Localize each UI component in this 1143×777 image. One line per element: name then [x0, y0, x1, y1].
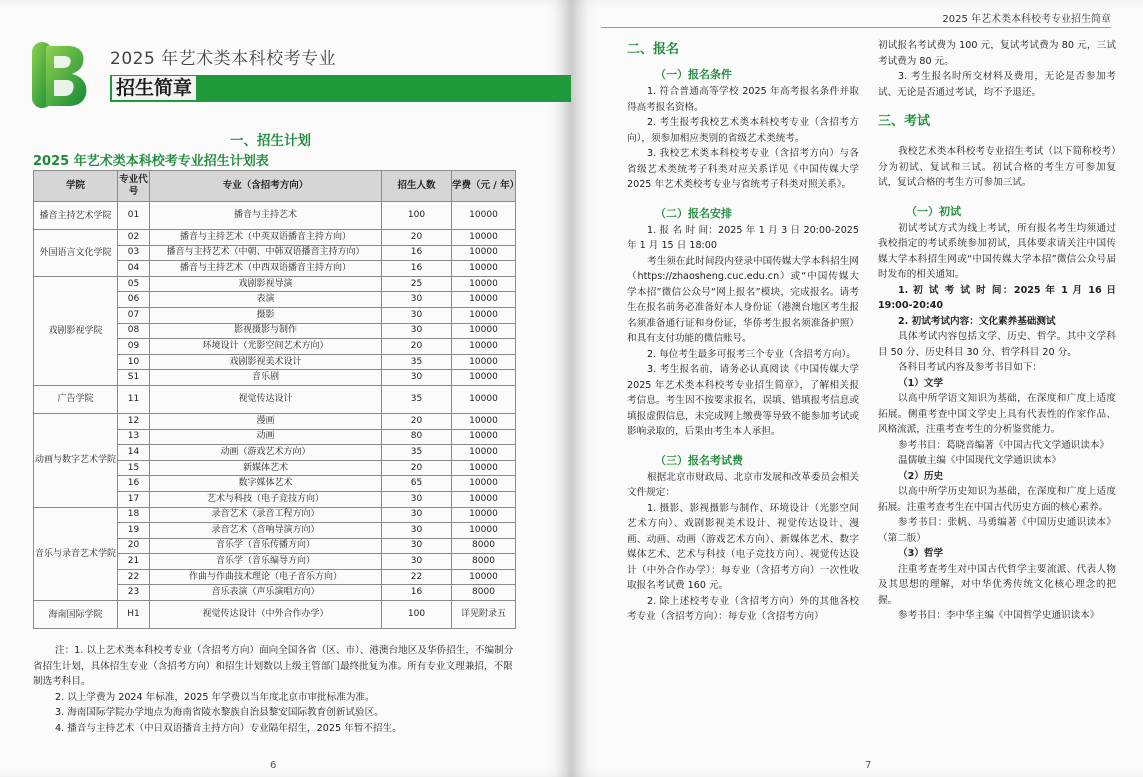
- cell-code: 03: [118, 245, 150, 261]
- arrangement-3: 3. 考生报名前，请务必认真阅读《中国传媒大学 2025 年艺术类本科校考专业招生简章》，了解相关报考信息。考生因不按要求报名，误填、错填报考信息或填报虚假信息，未完成网上缴费等导致不能参加考试或影响录取的，后果由考生本人承担。: [627, 364, 859, 437]
- fees-intro: 根据北京市财政局、北京市发展和改革委员会相关文件规定：: [627, 471, 859, 498]
- fees-2-continued: 初试报名考试费为 100 元，复试考试费为 80 元，三试考试费为 80 元。: [878, 40, 1116, 67]
- history-text: 以高中所学历史知识为基础，在深度和广度上适度拓展。注重考查考生在中国古代历史方面的核心素养。: [878, 486, 1116, 513]
- table-row: [34, 230, 516, 246]
- header-count: 招生人数: [382, 171, 452, 202]
- cell-major: 动画: [150, 429, 382, 445]
- prelim-time: 1. 初 试 考 试 时 间：2025 年 1 月 16 日 19:00-20:40: [878, 284, 1116, 311]
- cell-code: 12: [118, 413, 150, 429]
- cell-major: 戏剧影视美术设计: [150, 354, 382, 370]
- cell-fee: 8000: [452, 585, 516, 601]
- cell-count: 16: [382, 585, 452, 601]
- cell-code: 13: [118, 429, 150, 445]
- cell-major: 艺术与科技（电子竞技方向）: [150, 491, 382, 507]
- fees-3: 3. 考生报名时所交材料及费用，无论是否参加考试、无论是否通过考试，均不予退还。: [878, 71, 1116, 98]
- cell-major: 数字媒体艺术: [150, 476, 382, 492]
- cell-major: 戏剧影视导演: [150, 276, 382, 292]
- cell-major: 视觉传达设计（中外合作办学）: [150, 601, 382, 629]
- cell-fee: 8000: [452, 554, 516, 570]
- cell-code: S1: [118, 370, 150, 386]
- cell-fee: 10000: [452, 507, 516, 523]
- cell-code: 14: [118, 445, 150, 461]
- cell-major: 音乐学（音乐传播方向）: [150, 538, 382, 554]
- literature-ref-2: 温儒敏主编《中国现代文学通识读本》: [898, 455, 1062, 466]
- cell-fee: 10000: [452, 370, 516, 386]
- header-subtitle: 2025 年艺术类本科校考专业: [110, 49, 337, 69]
- cell-major: 视觉传达设计: [150, 385, 382, 413]
- right-page-column-2: [878, 38, 1116, 624]
- cell-code: 17: [118, 491, 150, 507]
- cell-major: 音乐表演（声乐演唱方向）: [150, 585, 382, 601]
- cell-code: 23: [118, 585, 150, 601]
- cell-count: 25: [382, 276, 452, 292]
- cell-major: 音乐学（音乐编导方向）: [150, 554, 382, 570]
- cell-count: 30: [382, 292, 452, 308]
- section-title-registration: 二、报名: [627, 42, 680, 57]
- cell-code: 02: [118, 230, 150, 246]
- cell-count: 30: [382, 323, 452, 339]
- cell-count: 30: [382, 538, 452, 554]
- literature-text: 以高中所学语文知识为基础，在深度和广度上适度拓展。侧重考查中国文学史上具有代表性的作家作品、风格流派，注重考查考生的分析鉴赏能力。: [878, 393, 1116, 435]
- table-row: [34, 601, 516, 629]
- subsection-title-fees: （三）报名考试费: [655, 453, 743, 467]
- cell-major: 影视摄影与制作: [150, 323, 382, 339]
- cell-fee: 10000: [452, 429, 516, 445]
- cell-major: 作曲与作曲技术理论（电子音乐方向）: [150, 569, 382, 585]
- condition-1: 1. 符合普通高等学校 2025 年高考报名条件并取得高考报名资格。: [627, 86, 859, 113]
- cell-college: 动画与数字艺术学院: [34, 413, 118, 507]
- note-2: 2. 以上学费为 2024 年标准，2025 年学费以当年度北京市审批标准为准。: [55, 691, 375, 703]
- cell-code: 19: [118, 523, 150, 539]
- right-page-column-1: [627, 40, 859, 625]
- right-page: [571, 0, 1143, 777]
- cell-fee: 10000: [452, 476, 516, 492]
- cell-code: H1: [118, 601, 150, 629]
- running-head: 2025 年艺术类本科校考专业招生简章: [942, 14, 1111, 25]
- table-row: [34, 507, 516, 523]
- cell-count: 16: [382, 261, 452, 277]
- running-head-rule: [601, 27, 1111, 28]
- note-3: 3. 海南国际学院办学地点为海南省陵水黎族自治县黎安国际教育创新试验区。: [55, 707, 384, 718]
- cell-count: 20: [382, 339, 452, 355]
- cell-count: 35: [382, 445, 452, 461]
- cell-fee: 10000: [452, 245, 516, 261]
- table-row: [34, 385, 516, 413]
- cell-fee: 10000: [452, 354, 516, 370]
- cell-count: 22: [382, 569, 452, 585]
- literature-title: （1）文学: [898, 377, 944, 389]
- cell-code: 01: [118, 202, 150, 230]
- cell-fee: 10000: [452, 323, 516, 339]
- cell-code: 22: [118, 569, 150, 585]
- cell-code: 07: [118, 307, 150, 323]
- cell-major: 漫画: [150, 413, 382, 429]
- cell-count: 30: [382, 507, 452, 523]
- header-college: 学院: [34, 171, 118, 202]
- exam-intro: 我校艺术类本科校考专业招生考试（以下简称校考）分为初试、复试和三试。初试合格的考生方可参加复试，复试合格的考生方可参加三试。: [878, 146, 1116, 188]
- cell-college: 播音主持艺术学院: [34, 202, 118, 230]
- cell-major: 播音与主持艺术（中英双语播音主持方向）: [150, 230, 382, 246]
- cell-fee: 10000: [452, 307, 516, 323]
- header-major: 专业（含招考方向）: [150, 171, 382, 202]
- cell-fee: 10000: [452, 261, 516, 277]
- prelim-content-title: 2. 初试考试内容：文化素养基础测试: [898, 315, 1056, 327]
- philosophy-ref: 参考书目：李中华主编《中国哲学史通识读本》: [898, 610, 1100, 621]
- cell-major: 新媒体艺术: [150, 460, 382, 476]
- cell-count: 20: [382, 230, 452, 246]
- cell-code: 08: [118, 323, 150, 339]
- cell-code: 06: [118, 292, 150, 308]
- table-notes: [33, 643, 518, 736]
- cell-code: 18: [118, 507, 150, 523]
- cell-fee: 详见附录五: [452, 601, 516, 629]
- prelim-intro: 初试考试方式为线上考试，所有报名考生均须通过我校指定的考试系统参加初试，具体要求请关注中国传媒大学本科招生网或“中国传媒大学本招”微信公众号届时发布的相关通知。: [878, 222, 1116, 280]
- cell-college: 音乐与录音艺术学院: [34, 507, 118, 601]
- cell-count: 30: [382, 307, 452, 323]
- cell-code: 09: [118, 339, 150, 355]
- note-4: 4. 播音与主持艺术（中日双语播音主持方向）专业隔年招生，2025 年暂不招生。: [55, 722, 402, 734]
- cell-count: 30: [382, 491, 452, 507]
- arrangement-2: 2. 每位考生最多可报考三个专业（含招考方向）。: [647, 348, 856, 360]
- cell-code: 11: [118, 385, 150, 413]
- cell-count: 30: [382, 523, 452, 539]
- page-number-left: 6: [270, 760, 277, 771]
- cell-fee: 10000: [452, 569, 516, 585]
- cell-count: 30: [382, 370, 452, 386]
- table-row: [34, 202, 516, 230]
- cell-college: 广告学院: [34, 385, 118, 413]
- history-ref: 参考书目：张帆、马勇编著《中国历史通识读本》（第二版）: [878, 517, 1116, 544]
- table-header-row: [34, 171, 516, 202]
- cell-code: 05: [118, 276, 150, 292]
- header-title: 招生简章: [112, 76, 196, 100]
- cell-major: 环境设计（光影空间艺术方向）: [150, 339, 382, 355]
- header-fee: 学费（元 / 年）: [452, 171, 516, 202]
- cell-major: 播音与主持艺术: [150, 202, 382, 230]
- cell-major: 播音与主持艺术（中朝、中韩双语播音主持方向）: [150, 245, 382, 261]
- cell-count: 16: [382, 245, 452, 261]
- cell-fee: 10000: [452, 385, 516, 413]
- arrangement-1: 1. 报 名 时 间：2025 年 1 月 3 日 20:00-2025 年 1 月 15 日 18:00: [627, 224, 859, 251]
- cell-code: 16: [118, 476, 150, 492]
- condition-3: 3. 我校艺术类本科校考专业（含招考方向）与各省级艺术类统考子科类对应关系详见《中国传媒大学 2025 年艺术类校考专业与省统考子科类对照关系》。: [627, 148, 859, 190]
- table-title: 2025 年艺术类本科校考专业招生计划表: [33, 154, 269, 169]
- cell-major: 动画（游戏艺术方向）: [150, 445, 382, 461]
- cell-fee: 8000: [452, 538, 516, 554]
- cell-fee: 10000: [452, 202, 516, 230]
- literature-ref-1: 参考书目：葛晓音编著《中国古代文学通识读本》: [898, 439, 1110, 451]
- section-title-exam: 三、考试: [878, 114, 931, 129]
- cell-fee: 10000: [452, 413, 516, 429]
- section-title-plan: 一、招生计划: [230, 133, 311, 149]
- fees-1: 1. 摄影、影视摄影与制作、环境设计（光影空间艺术方向）、戏剧影视美术设计、视觉传达设计、漫画、动画、动画（游戏艺术方向）、新媒体艺术、数字媒体艺术、艺术与科技（电子竞技方向）、视觉传达设计（中外合作办学）：每专业（含招考方向）一次性收取报名考试费 160 元。: [627, 502, 859, 591]
- cell-college: 戏剧影视学院: [34, 276, 118, 385]
- cell-code: 15: [118, 460, 150, 476]
- cell-count: 30: [382, 554, 452, 570]
- cell-college: 海南国际学院: [34, 601, 118, 629]
- cell-count: 80: [382, 429, 452, 445]
- cell-major: 表演: [150, 292, 382, 308]
- cell-count: 65: [382, 476, 452, 492]
- subsection-title-arrangement: （二）报名安排: [655, 206, 732, 220]
- cell-major: 录音艺术（音响导演方向）: [150, 523, 382, 539]
- condition-2: 2. 考生报考我校艺术类本科校考专业（含招考方向），须参加相应类别的省级艺术类统考。: [627, 117, 859, 144]
- subsection-title-conditions: （一）报名条件: [655, 68, 732, 81]
- cell-major: 音乐剧: [150, 370, 382, 386]
- cell-fee: 10000: [452, 523, 516, 539]
- history-title: （2）历史: [898, 470, 944, 482]
- cell-count: 100: [382, 601, 452, 629]
- cell-college: 外国语言文化学院: [34, 230, 118, 277]
- cell-count: 20: [382, 413, 452, 429]
- cell-count: 35: [382, 354, 452, 370]
- header-code: 专业代号: [118, 171, 150, 202]
- page-number-right: 7: [865, 760, 872, 771]
- subjects-intro: 各科目考试内容及参考书目如下：: [898, 362, 1042, 373]
- philosophy-title: （3）哲学: [898, 548, 944, 559]
- cell-fee: 10000: [452, 445, 516, 461]
- table-row: [34, 276, 516, 292]
- cell-count: 20: [382, 460, 452, 476]
- cell-code: 04: [118, 261, 150, 277]
- cell-major: 摄影: [150, 307, 382, 323]
- cell-fee: 10000: [452, 230, 516, 246]
- cell-fee: 10000: [452, 276, 516, 292]
- philosophy-text: 注重考查考生对中国古代哲学主要流派、代表人物及其思想的理解，对中华优秀传统文化核心理念的把握。: [878, 563, 1116, 606]
- cell-count: 35: [382, 385, 452, 413]
- subsection-title-prelim: （一）初试: [906, 204, 961, 218]
- cell-fee: 10000: [452, 460, 516, 476]
- cell-code: 21: [118, 554, 150, 570]
- left-page: [0, 0, 571, 777]
- prelim-content: 具体考试内容包括文学、历史、哲学。其中文学科目 50 分、历史科目 30 分、哲学科目 20 分。: [878, 331, 1116, 358]
- table-row: [34, 413, 516, 429]
- cell-major: 播音与主持艺术（中西双语播音主持方向）: [150, 261, 382, 277]
- arrangement-1-detail: 考生须在此时间段内登录中国传媒大学本科招生网（https://zhaosheng.cuc.edu.cn）或“中国传媒大学本招”微信公众号“网上报名”模块，完成报名。请考生在报名前务必准备好本人身份证（港澳台地区考生报名须准备通行证和身份证，华侨考生报名须准备护照）和具有支付功能的微信账号。: [627, 255, 859, 344]
- fees-2: 2. 除上述校考专业（含招考方向）外的其他各校考专业（含招考方向）：每专业（含招考方向）: [627, 595, 859, 622]
- cell-count: 100: [382, 202, 452, 230]
- cell-code: 10: [118, 354, 150, 370]
- note-1: 注：1. 以上艺术类本科校考专业（含招考方向）面向全国各省（区、市）、港澳台地区及华侨招生，不编制分省招生计划，具体招生专业（含招考方向）和招生计划数以上级主管部门最终批复为准。所有专业文理兼招，不限制选考科目。: [33, 645, 514, 687]
- cell-fee: 10000: [452, 339, 516, 355]
- cell-fee: 10000: [452, 491, 516, 507]
- cell-major: 录音艺术（录音工程方向）: [150, 507, 382, 523]
- enrollment-plan-table: [33, 170, 520, 629]
- cell-code: 20: [118, 538, 150, 554]
- cell-fee: 10000: [452, 292, 516, 308]
- brochure-logo-icon: [32, 42, 90, 108]
